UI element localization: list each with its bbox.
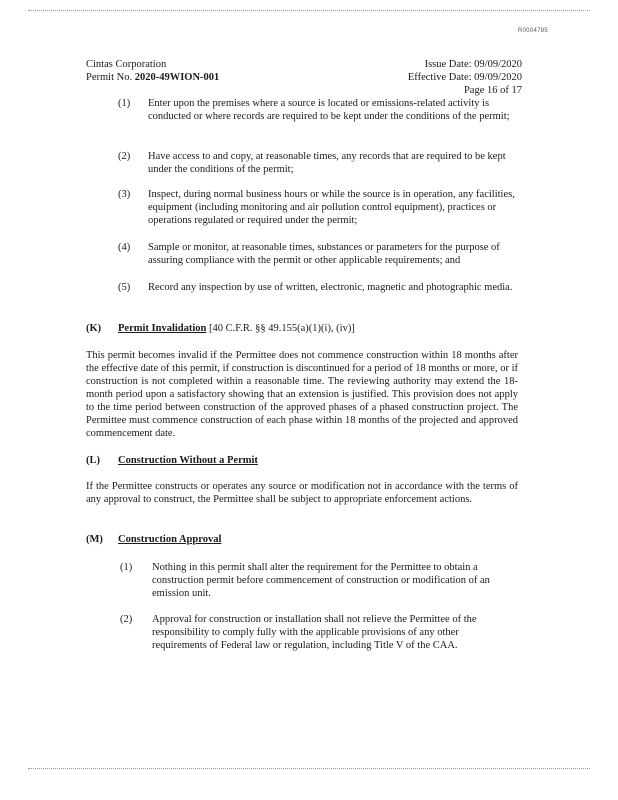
list-item-text: Have access to and copy, at reasonable times, any records that are required to be kept under the conditions of the permit; bbox=[148, 151, 506, 175]
list-item-number: (2) bbox=[118, 151, 131, 162]
permit-number-line bbox=[86, 71, 306, 84]
section-title bbox=[118, 454, 258, 467]
section-title bbox=[118, 533, 221, 546]
header-left bbox=[86, 58, 306, 84]
section-title-text: Permit Invalidation bbox=[118, 323, 207, 334]
top-scan-border bbox=[28, 10, 590, 11]
list-item-number: (2) bbox=[120, 614, 133, 625]
page-number: Page 16 of 17 bbox=[463, 85, 522, 96]
list-item-text: Sample or monitor, at reasonable times, substances or parameters for the purpose of assuring compliance with the permit or other applicable requirements; and bbox=[148, 242, 500, 266]
section-title bbox=[118, 322, 355, 335]
list-item-number: (5) bbox=[118, 282, 131, 293]
list-item-text: Record any inspection by use of written, electronic, magnetic and photographic media. bbox=[148, 282, 513, 293]
header-right bbox=[322, 58, 522, 97]
list-item-text: Approval for construction or installation shall not relieve the Permittee of the responsibility to comply fully with the applicable provisions of any other requirements of Federal law or regulation, including Title V of the CAA. bbox=[152, 614, 477, 651]
company-name: Cintas Corporation bbox=[86, 59, 167, 70]
section-title-text: Construction Approval bbox=[118, 534, 222, 545]
effective-date: Effective Date: 09/09/2020 bbox=[407, 72, 522, 83]
permit-number-label: Permit No. bbox=[86, 72, 135, 83]
issue-date: Issue Date: 09/09/2020 bbox=[424, 59, 522, 70]
list-item-text: Inspect, during normal business hours or while the source is in operation, any facilities, equipment (including monitoring and air pollution control equipment), practices or operations regulated or required under the permit; bbox=[148, 189, 515, 226]
list-item-number: (4) bbox=[118, 242, 131, 253]
list-item-number: (1) bbox=[118, 98, 131, 109]
list-item-number: (3) bbox=[118, 189, 131, 200]
bottom-scan-border bbox=[28, 768, 590, 769]
permit-number: 2020-49WION-001 bbox=[134, 72, 220, 83]
list-item-number: (1) bbox=[120, 562, 133, 573]
section-citation: [40 C.F.R. §§ 49.155(a)(1)(i), (iv)] bbox=[206, 323, 355, 334]
section-letter: (L) bbox=[86, 455, 100, 466]
section-title-text: Construction Without a Permit bbox=[118, 455, 258, 466]
bates-number: R0004785 bbox=[517, 28, 548, 34]
list-item-text: Nothing in this permit shall alter the requirement for the Permittee to obtain a construction permit before commencement of construction or modification of an emission unit. bbox=[152, 562, 490, 599]
section-k-body: This permit becomes invalid if the Permittee does not commence construction within 18 months after the effective date of this permit, if construction is discontinued for a period of 18 months or more, or if construction is not completed within a reasonable time. The reviewing authority may extend the 18-month period upon a satisfactory showing that an extension is justified. This provision does not apply to the time period between construction of the approved phases of a phased construction project. The Permittee must commence construction of each phase within 18 months of the projected and approved commencement date. bbox=[86, 350, 518, 439]
list-item-text: Enter upon the premises where a source is located or emissions-related activity is conducted or where records are required to be kept under the conditions of the permit; bbox=[148, 98, 510, 122]
section-l-body: If the Permittee constructs or operates any source or modification not in accordance with the terms of any approval to construct, the Permittee shall be subject to appropriate enforcement actions. bbox=[86, 481, 518, 505]
section-letter: (K) bbox=[86, 323, 102, 334]
section-letter: (M) bbox=[86, 534, 103, 545]
